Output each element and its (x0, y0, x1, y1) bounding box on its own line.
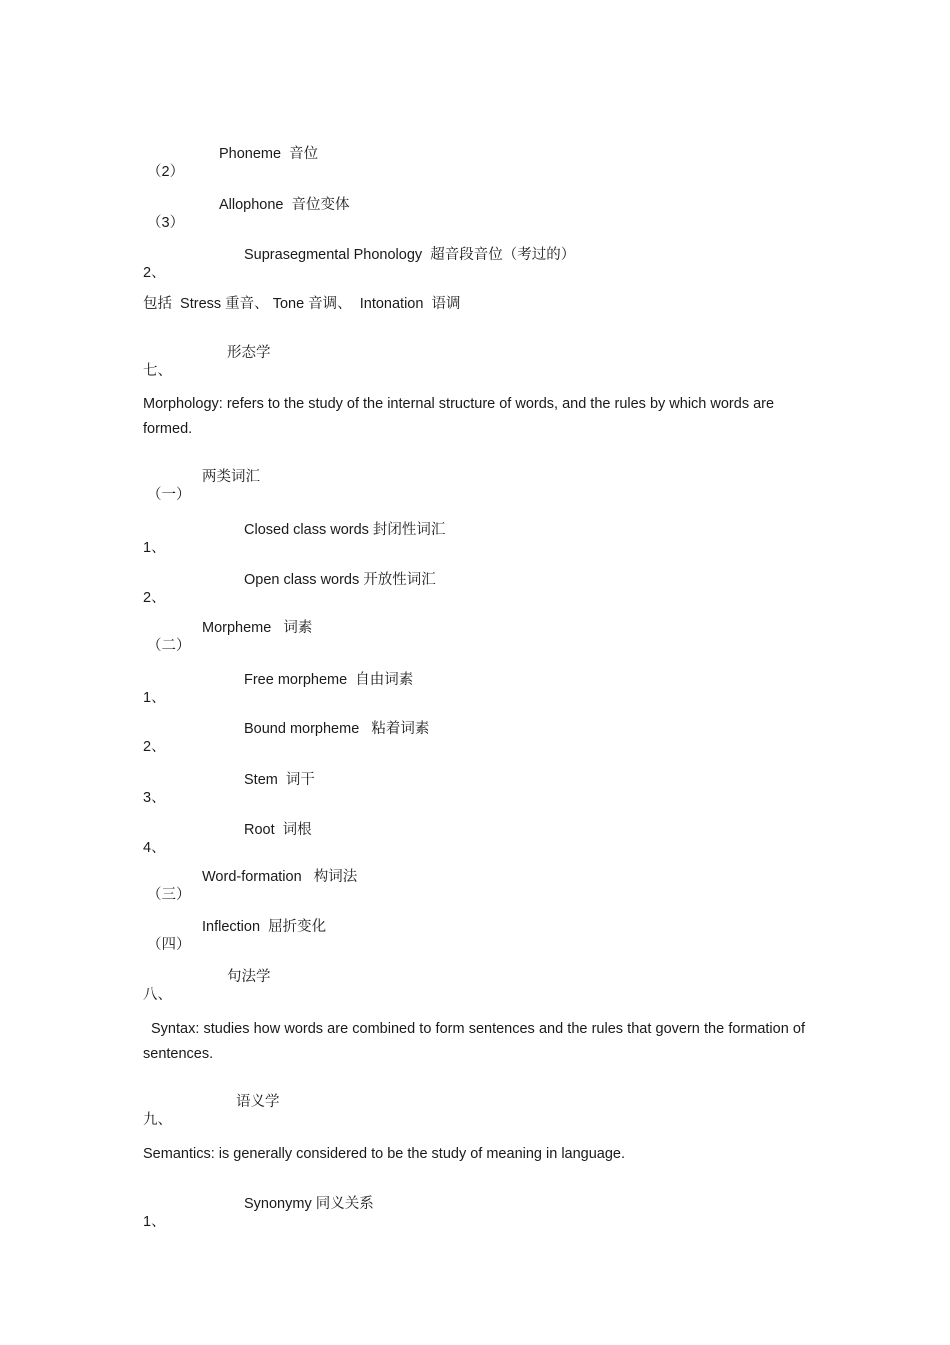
section-number: 九、 (143, 1112, 172, 1128)
section-title: 语义学 (236, 1094, 280, 1110)
subsection-number: （一） (147, 487, 191, 503)
item-text: Suprasegmental Phonology 超音段音位（考过的） (244, 247, 576, 263)
section-number: 八、 (143, 987, 172, 1003)
section-heading-7 (0, 344, 271, 416)
item-number: （2） (147, 164, 185, 180)
syntax-definition: Syntax: studies how words are combined to form sentences and the rules that govern the formation of sentences. (143, 1021, 805, 1062)
item-number: 4、 (143, 840, 166, 856)
item-number: （3） (147, 215, 185, 231)
item-text: Bound morpheme 粘着词素 (244, 721, 430, 737)
section-title: 句法学 (227, 969, 271, 985)
subsection-title: 两类词汇 (202, 469, 260, 485)
item-text: Closed class words 封闭性词汇 (244, 522, 446, 538)
item-number: 1、 (143, 690, 166, 706)
item-number: 1、 (143, 1214, 166, 1230)
item-text: Free morpheme 自由词素 (244, 672, 414, 688)
item-number: 2、 (143, 739, 166, 755)
section-number: 七、 (143, 363, 172, 379)
includes-line: 包括 Stress 重音、 Tone 音调、 Intonation 语调 (143, 296, 461, 312)
subsection-number: （三） (147, 887, 191, 903)
section-heading-9 (0, 1093, 280, 1165)
subsection-number: （四） (147, 937, 191, 953)
item-text: Open class words 开放性词汇 (244, 572, 436, 588)
item-synonymy (0, 1195, 374, 1267)
subsection-number: （二） (147, 638, 191, 654)
section-heading-8 (0, 968, 271, 1040)
item-text: Allophone 音位变体 (219, 197, 350, 213)
subsection-title: Morpheme 词素 (202, 620, 313, 636)
item-text: Stem 词干 (244, 772, 315, 788)
item-number: 2、 (143, 265, 166, 281)
item-text: Root 词根 (244, 822, 312, 838)
section-title: 形态学 (227, 345, 271, 361)
subsection-title: Word-formation 构词法 (202, 869, 358, 885)
semantics-definition: Semantics: is generally considered to be the study of meaning in language. (143, 1146, 626, 1162)
item-text: Synonymy 同义关系 (244, 1196, 374, 1212)
item-number: 1、 (143, 540, 166, 556)
subsection-title: Inflection 屈折变化 (202, 919, 327, 935)
item-number: 2、 (143, 590, 166, 606)
item-text: Phoneme 音位 (219, 146, 319, 162)
item-number: 3、 (143, 790, 166, 806)
morphology-definition: Morphology: refers to the study of the internal structure of words, and the rules by which words are formed. (143, 396, 775, 437)
